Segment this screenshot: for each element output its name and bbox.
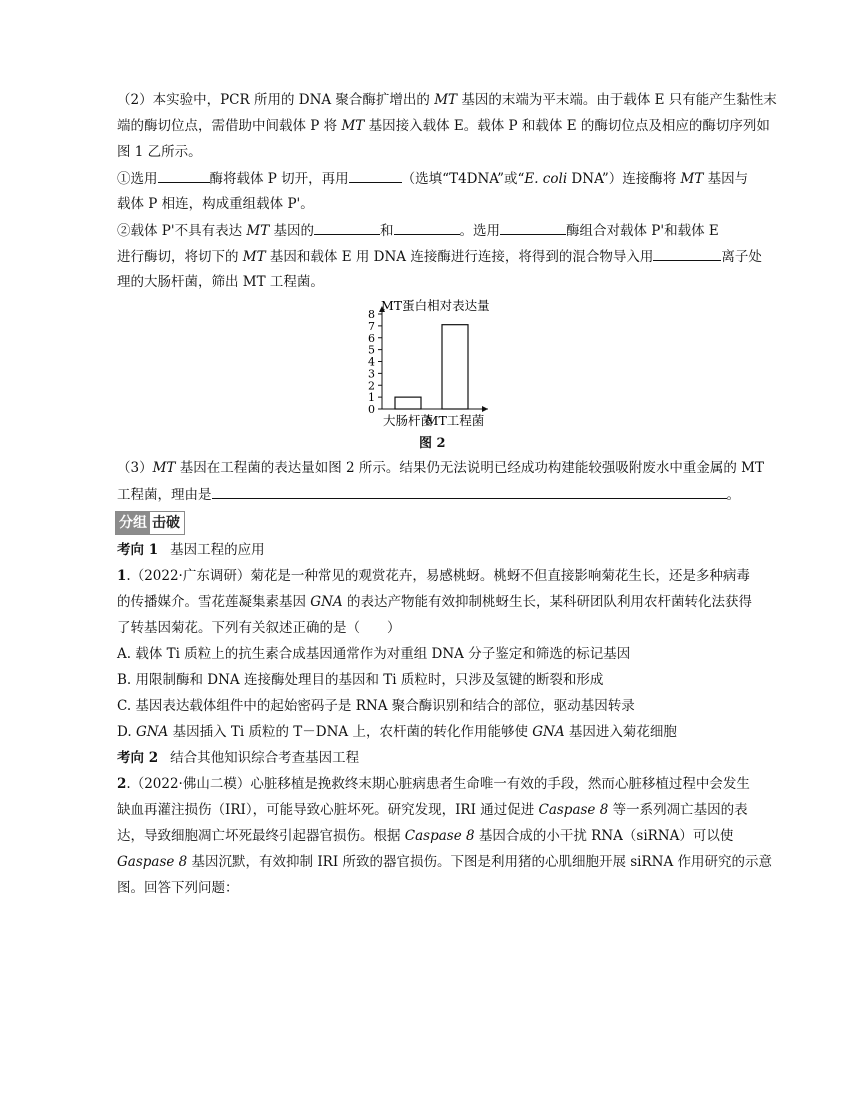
s3-line1 bbox=[117, 458, 764, 478]
text: 载体 P 相连，构成重组载体 P'。 bbox=[117, 196, 314, 212]
s2-line2 bbox=[117, 116, 770, 136]
q1-line2 bbox=[117, 592, 752, 612]
option-text: A. 载体 Ti 质粒上的抗生素合成基因通常作为对重组 DNA 分子鉴定和筛选的标记基因 bbox=[117, 646, 631, 662]
gene-gna: GNA bbox=[532, 724, 565, 740]
text: （选填“T4DNA”或“ bbox=[401, 171, 525, 187]
text: 。 bbox=[726, 487, 740, 503]
gene-mt: MT bbox=[242, 249, 266, 265]
y-tick-label: 3 bbox=[368, 367, 375, 381]
text: 基因的末端为平末端。由于载体 E 只有能产生黏性末 bbox=[457, 92, 777, 108]
y-tick-label: 8 bbox=[368, 308, 375, 321]
text: 酶将载体 P 切开，再用 bbox=[209, 171, 349, 187]
s3-line2 bbox=[117, 484, 740, 505]
answer-blank[interactable] bbox=[158, 168, 210, 183]
gene-caspase8: Caspase 8 bbox=[404, 828, 475, 844]
text: D. bbox=[117, 724, 136, 740]
text: ①选用 bbox=[117, 171, 158, 187]
answer-blank[interactable] bbox=[314, 220, 380, 235]
y-tick-label: 7 bbox=[368, 319, 375, 333]
text: 基因与 bbox=[703, 171, 749, 187]
divider bbox=[115, 534, 183, 535]
question-number: 1 bbox=[117, 568, 127, 584]
gene-gaspase8: Gaspase 8 bbox=[117, 854, 188, 870]
gene-mt: MT bbox=[246, 223, 270, 239]
text: 工程菌，理由是 bbox=[117, 487, 212, 503]
gene-mt: MT bbox=[434, 92, 458, 108]
gene-gna: GNA bbox=[135, 724, 169, 740]
gene-gna: GNA bbox=[310, 594, 343, 610]
q2-line3 bbox=[117, 826, 733, 846]
y-tick-label: 6 bbox=[368, 331, 375, 345]
answer-blank[interactable] bbox=[349, 168, 402, 183]
q1-option-b[interactable] bbox=[117, 670, 603, 690]
q2-line2 bbox=[117, 800, 748, 820]
text: 基因接入载体 E。载体 P 和载体 E 的酶切位点及相应的酶切序列如 bbox=[364, 118, 770, 134]
s2-line1 bbox=[117, 90, 777, 110]
direction-label: 考向 1 bbox=[117, 542, 159, 558]
figure-caption: 图 2 bbox=[419, 436, 446, 451]
text: （2）本实验中，PCR 所用的 DNA 聚合酶扩增出的 bbox=[117, 92, 435, 108]
direction-2 bbox=[117, 748, 359, 768]
text: 理的大肠杆菌，筛出 MT 工程菌。 bbox=[117, 274, 324, 290]
option-text: B. 用限制酶和 DNA 连接酶处理目的基因和 Ti 质粒时，只涉及氢键的断裂和形成 bbox=[117, 672, 604, 688]
x-axis-arrow bbox=[482, 406, 488, 412]
text: （3） bbox=[117, 460, 153, 476]
q1-line3 bbox=[117, 618, 401, 638]
badge-light: 击破 bbox=[150, 512, 184, 534]
answer-blank[interactable] bbox=[653, 246, 721, 261]
y-tick-label: 5 bbox=[368, 343, 375, 357]
direction-label: 考向 2 bbox=[117, 750, 159, 766]
text: 酶组合对载体 P'和载体 E bbox=[566, 223, 719, 239]
text: 。选用 bbox=[459, 223, 501, 239]
gene-caspase8: Caspase 8 bbox=[538, 802, 609, 818]
text: 的传播媒介。雪花莲凝集素基因 bbox=[117, 594, 311, 610]
text: 达，导致细胞凋亡坏死最终引起器官损伤。根据 bbox=[117, 828, 405, 844]
gene-mt: MT bbox=[152, 460, 176, 476]
text: 基因和载体 E 用 DNA 连接酶进行连接，将得到的混合物导入用 bbox=[265, 249, 654, 265]
answer-blank[interactable] bbox=[394, 220, 460, 235]
text: 缺血再灌注损伤（IRI），可能导致心脏坏死。研究发现，IRI 通过促进 bbox=[117, 802, 539, 818]
x-tick-label: 大肠杆菌 bbox=[382, 413, 434, 428]
y-tick-label: 1 bbox=[368, 391, 375, 405]
text: 和 bbox=[380, 223, 394, 239]
s2-q2-line2 bbox=[117, 246, 762, 267]
chart-title: MT蛋白相对表达量 bbox=[381, 298, 490, 313]
text: .（2022·广东调研）菊花是一种常见的观赏花卉，易感桃蚜。桃蚜不但直接影响菊花生长，还是多种病毒 bbox=[126, 568, 750, 584]
direction-text: 结合其他知识综合考查基因工程 bbox=[170, 750, 360, 766]
text: 图 1 乙所示。 bbox=[117, 144, 202, 160]
q1-option-a[interactable] bbox=[117, 644, 630, 664]
text: 基因插入 Ti 质粒的 T－DNA 上，农杆菌的转化作用能够使 bbox=[168, 724, 533, 740]
direction-1 bbox=[117, 540, 265, 560]
gene-mt: MT bbox=[341, 118, 365, 134]
section-badge bbox=[115, 511, 185, 535]
text: 基因沉默，有效抑制 IRI 所致的器官损伤。下图是利用猪的心肌细胞开展 siRNA 作用研究的示意 bbox=[187, 854, 773, 870]
q2-line5 bbox=[117, 878, 239, 898]
text: 了转基因菊花。下列有关叙述正确的是（ ） bbox=[117, 620, 401, 636]
q1-option-d[interactable] bbox=[117, 722, 677, 742]
text: 离子处 bbox=[721, 249, 762, 265]
text: .（2022·佛山二模）心脏移植是挽救终末期心脏病患者生命唯一有效的手段，然而心脏移植过程中会发生 bbox=[126, 776, 750, 792]
text: 进行酶切，将切下的 bbox=[117, 249, 243, 265]
text: 基因在工程菌的表达量如图 2 所示。结果仍无法说明已经成功构建能较强吸附废水中重金属的 MT bbox=[175, 460, 765, 476]
text: DNA”）连接酶将 bbox=[567, 171, 681, 187]
y-tick-label: 0 bbox=[368, 403, 375, 416]
s2-line3 bbox=[117, 142, 202, 162]
bar-chart bbox=[360, 298, 500, 430]
s2-q2-line1 bbox=[117, 220, 719, 241]
q1-option-c[interactable] bbox=[117, 696, 635, 716]
text: 端的酶切位点，需借助中间载体 P 将 bbox=[117, 118, 342, 134]
s2-q1-line2 bbox=[117, 194, 314, 214]
text: 等一系列凋亡基因的表 bbox=[608, 802, 748, 818]
q1-line1 bbox=[117, 566, 750, 586]
text: 基因合成的小干扰 RNA（siRNA）可以使 bbox=[474, 828, 734, 844]
y-tick-label: 4 bbox=[368, 355, 375, 369]
ecoli: E. coli bbox=[524, 171, 568, 187]
text: 的表达产物能有效抑制桃蚜生长，某科研团队利用农杆菌转化法获得 bbox=[342, 594, 752, 610]
text: 基因进入菊花细胞 bbox=[564, 724, 677, 740]
text: 图。回答下列问题： bbox=[117, 880, 239, 896]
s2-q2-line3 bbox=[117, 272, 324, 292]
answer-blank[interactable] bbox=[212, 484, 727, 499]
gene-mt: MT bbox=[680, 171, 704, 187]
s2-q1-line1 bbox=[117, 168, 748, 189]
text: ②载体 P'不具有表达 bbox=[117, 223, 247, 239]
x-tick-label: MT工程菌 bbox=[425, 413, 485, 428]
bar bbox=[395, 397, 421, 409]
direction-text: 基因工程的应用 bbox=[170, 542, 265, 558]
bar bbox=[442, 325, 468, 409]
option-text: C. 基因表达载体组件中的起始密码子是 RNA 聚合酶识别和结合的部位，驱动基因转录 bbox=[117, 698, 635, 714]
answer-blank[interactable] bbox=[500, 220, 566, 235]
text: 基因的 bbox=[269, 223, 315, 239]
q2-line1 bbox=[117, 774, 750, 794]
y-tick-label: 2 bbox=[368, 379, 375, 393]
badge-dark: 分组 bbox=[116, 512, 150, 534]
q2-line4 bbox=[117, 852, 772, 872]
question-number: 2 bbox=[117, 776, 127, 792]
